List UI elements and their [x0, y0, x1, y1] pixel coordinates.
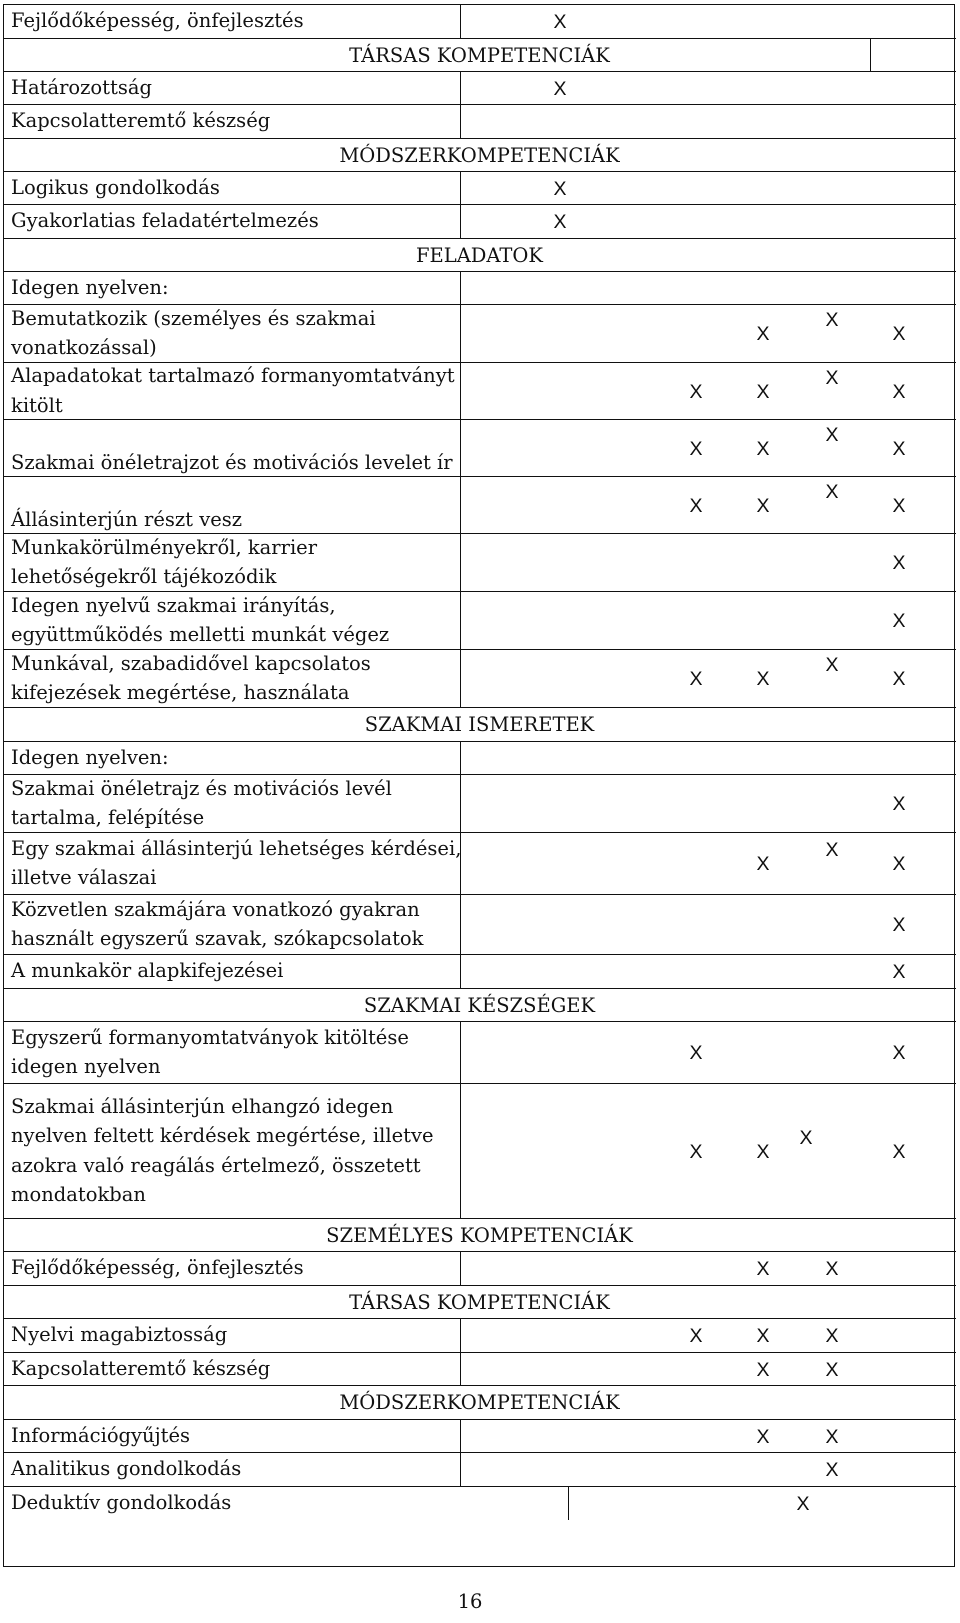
cell-divider — [460, 476, 461, 533]
mark-x: X — [756, 1325, 770, 1347]
section-header: MÓDSZERKOMPETENCIÁK — [339, 143, 620, 167]
table-row — [3, 1021, 956, 1083]
cell-divider — [460, 533, 461, 591]
table-row — [3, 104, 956, 138]
row-label-line: Munkával, szabadidővel kapcsolatos — [11, 651, 371, 675]
section-header: FELADATOK — [415, 243, 543, 267]
mark-x: X — [756, 323, 770, 345]
mark-x: X — [892, 793, 906, 815]
mark-x: X — [553, 177, 567, 200]
row-divider — [3, 707, 956, 708]
mark-x: X — [796, 1493, 810, 1515]
row-divider — [3, 988, 956, 989]
row-label-line: idegen nyelven — [11, 1055, 161, 1078]
row-label-line: illetve válaszai — [11, 866, 157, 889]
row-divider — [3, 1452, 956, 1453]
table-row — [3, 832, 956, 894]
row-label-line: Fejlődőképesség, önfejlesztés — [11, 1256, 304, 1280]
table-row — [3, 1419, 956, 1452]
section-header: MÓDSZERKOMPETENCIÁK — [339, 1391, 620, 1414]
cell-divider — [460, 104, 461, 138]
section-header: SZEMÉLYES KOMPETENCIÁK — [326, 1223, 633, 1247]
mark-x: X — [756, 853, 770, 875]
row-label-line: Szakmai önéletrajzot és motivációs levelet ír — [11, 450, 453, 474]
mark-x: X — [756, 1425, 770, 1448]
row-label-line: kifejezések megértése, használata — [11, 681, 350, 704]
row-label-line: tartalma, felépítése — [11, 806, 205, 829]
cell-divider — [460, 894, 461, 954]
mark-x: X — [689, 437, 703, 460]
row-label-line: mondatokban — [11, 1183, 146, 1206]
mark-x: X — [756, 1358, 770, 1381]
row-label-line: Gyakorlatias feladatértelmezés — [11, 209, 319, 233]
row-label-line: együttműködés melletti munkát végez — [11, 623, 390, 646]
cell-divider — [460, 1419, 461, 1452]
row-divider — [3, 1318, 956, 1319]
cell-divider — [460, 1452, 461, 1486]
row-label-line: Szakmai állásinterjún elhangzó idegen — [11, 1094, 394, 1118]
mark-x: X — [825, 654, 839, 676]
table-row — [3, 1251, 956, 1285]
table-row — [3, 71, 956, 104]
mark-x: X — [799, 1126, 813, 1149]
mark-x: X — [756, 1258, 770, 1280]
mark-x: X — [825, 1425, 839, 1448]
row-divider — [3, 1285, 956, 1286]
mark-x: X — [689, 1042, 703, 1064]
row-label-line: Bemutatkozik (személyes és szakmai — [11, 306, 376, 330]
row-label-line: Analitikus gondolkodás — [11, 1457, 242, 1481]
mark-x: X — [756, 437, 770, 460]
table-row — [3, 533, 956, 591]
cell-divider — [460, 741, 461, 774]
row-label-line: azokra való reagálás értelmező, összetett — [11, 1153, 421, 1177]
section-header-row — [3, 38, 956, 71]
cell-divider — [460, 304, 461, 362]
mark-x: X — [756, 494, 770, 517]
cell-divider — [460, 419, 461, 476]
table-row — [3, 362, 956, 419]
mark-x: X — [892, 1042, 906, 1064]
table-row — [3, 1486, 956, 1520]
row-divider — [3, 238, 956, 239]
section-header-row — [3, 238, 956, 271]
row-label-line: Alapadatokat tartalmazó formanyomtatványt — [11, 364, 455, 387]
mark-x: X — [689, 380, 703, 403]
row-label-line: lehetőségekről tájékozódik — [11, 565, 277, 588]
row-divider — [3, 419, 956, 420]
row-label-line: Határozottság — [11, 75, 152, 99]
row-label-line: Fejlődőképesség, önfejlesztés — [11, 9, 304, 33]
row-divider — [3, 1251, 956, 1252]
section-header-row — [3, 988, 956, 1021]
cell-divider — [568, 1486, 569, 1520]
table-row — [3, 954, 956, 988]
mark-x: X — [756, 668, 770, 690]
section-header: SZAKMAI KÉSZSÉGEK — [363, 993, 596, 1017]
mark-x: X — [825, 480, 839, 503]
mark-x: X — [553, 211, 567, 233]
mark-x: X — [892, 323, 906, 345]
table-row — [3, 741, 956, 774]
mark-x: X — [553, 11, 567, 33]
competency-table — [3, 4, 956, 1572]
section-header-row — [3, 707, 956, 741]
row-label-line: Idegen nyelven: — [11, 275, 169, 299]
row-divider — [3, 1083, 956, 1084]
mark-x: X — [892, 668, 906, 690]
row-divider — [3, 1486, 956, 1487]
mark-x: X — [892, 1140, 906, 1163]
cell-divider — [460, 774, 461, 832]
mark-x: X — [892, 853, 906, 875]
mark-x: X — [892, 552, 906, 574]
row-label-line: Állásinterjún részt vesz — [11, 507, 243, 531]
mark-x: X — [756, 380, 770, 403]
cell-divider — [460, 649, 461, 707]
row-label-line: Munkakörülményekről, karrier — [11, 535, 318, 559]
table-row — [3, 1083, 956, 1218]
cell-divider — [460, 4, 461, 38]
row-label-line: vonatkozással) — [11, 336, 157, 359]
table-row — [3, 1452, 956, 1486]
row-divider — [3, 204, 956, 205]
table-row — [3, 1352, 956, 1385]
cell-divider — [460, 71, 461, 104]
row-label-line: kitölt — [11, 393, 63, 417]
mark-x: X — [553, 77, 567, 100]
cell-divider — [460, 1318, 461, 1352]
mark-x: X — [892, 380, 906, 403]
row-label-line: Információgyűjtés — [11, 1423, 191, 1447]
mark-x: X — [689, 1140, 703, 1163]
cell-divider — [460, 1021, 461, 1083]
mark-x: X — [825, 309, 839, 331]
cell-divider — [870, 38, 871, 71]
cell-divider — [460, 362, 461, 419]
row-divider — [3, 476, 956, 477]
cell-divider — [460, 171, 461, 204]
section-header-row — [3, 138, 956, 171]
mark-x: X — [825, 366, 839, 389]
section-header: TÁRSAS KOMPETENCIÁK — [349, 1290, 610, 1314]
mark-x: X — [892, 494, 906, 517]
row-label-line: Idegen nyelven: — [11, 745, 169, 769]
table-row — [3, 271, 956, 304]
mark-x: X — [825, 423, 839, 446]
mark-x: X — [689, 1325, 703, 1347]
row-label-line: nyelven feltett kérdések megértése, illetve — [11, 1124, 434, 1147]
row-divider — [3, 38, 956, 39]
section-header-row — [3, 1218, 956, 1251]
mark-x: X — [892, 437, 906, 460]
table-row — [3, 649, 956, 707]
mark-x: X — [892, 610, 906, 632]
mark-x: X — [689, 668, 703, 690]
mark-x: X — [825, 1459, 839, 1481]
table-row — [3, 894, 956, 954]
mark-x: X — [689, 494, 703, 517]
cell-divider — [460, 271, 461, 304]
table-row — [3, 476, 956, 533]
table-row — [3, 204, 956, 238]
table-row — [3, 1318, 956, 1352]
section-header-row — [3, 1285, 956, 1318]
row-label-line: Nyelvi magabiztosság — [11, 1323, 228, 1347]
table-row — [3, 4, 956, 38]
mark-x: X — [892, 961, 906, 983]
row-label-line: Logikus gondolkodás — [11, 175, 220, 199]
row-divider — [3, 138, 956, 139]
row-label-line: Egyszerű formanyomtatványok kitöltése — [11, 1025, 409, 1049]
row-label-line: A munkakör alapkifejezései — [11, 959, 284, 983]
row-label-line: Idegen nyelvű szakmai irányítás, — [11, 593, 336, 617]
mark-x: X — [756, 1140, 770, 1163]
table-row — [3, 774, 956, 832]
table-row — [3, 304, 956, 362]
row-label-line: Közvetlen szakmájára vonatkozó gyakran — [11, 897, 420, 921]
row-divider — [3, 104, 956, 105]
section-header: TÁRSAS KOMPETENCIÁK — [349, 43, 610, 67]
cell-divider — [460, 591, 461, 649]
mark-x: X — [825, 1325, 839, 1347]
section-header-row — [3, 1385, 956, 1419]
section-header: SZAKMAI ISMERETEK — [364, 713, 595, 736]
row-divider — [3, 1218, 956, 1219]
mark-x: X — [825, 1258, 839, 1280]
cell-divider — [460, 1352, 461, 1385]
cell-divider — [460, 1083, 461, 1218]
page-number: 16 — [457, 1590, 483, 1613]
cell-divider — [460, 954, 461, 988]
cell-divider — [460, 204, 461, 238]
cell-divider — [460, 832, 461, 894]
table-row — [3, 591, 956, 649]
row-divider — [3, 1385, 956, 1386]
row-label-line: Kapcsolatteremtő készség — [11, 109, 271, 133]
cell-divider — [460, 1251, 461, 1285]
row-label-line: használt egyszerű szavak, szókapcsolatok — [11, 927, 424, 950]
mark-x: X — [825, 839, 839, 861]
table-row — [3, 171, 956, 204]
table-row — [3, 419, 956, 476]
mark-x: X — [892, 914, 906, 936]
row-label-line: Kapcsolatteremtő készség — [11, 1356, 271, 1380]
row-label-line: Deduktív gondolkodás — [11, 1491, 232, 1515]
row-label-line: Egy szakmai állásinterjú lehetséges kérdései, — [11, 836, 462, 860]
row-divider — [3, 954, 956, 955]
row-label-line: Szakmai önéletrajz és motivációs levél — [11, 776, 392, 800]
mark-x: X — [825, 1358, 839, 1381]
